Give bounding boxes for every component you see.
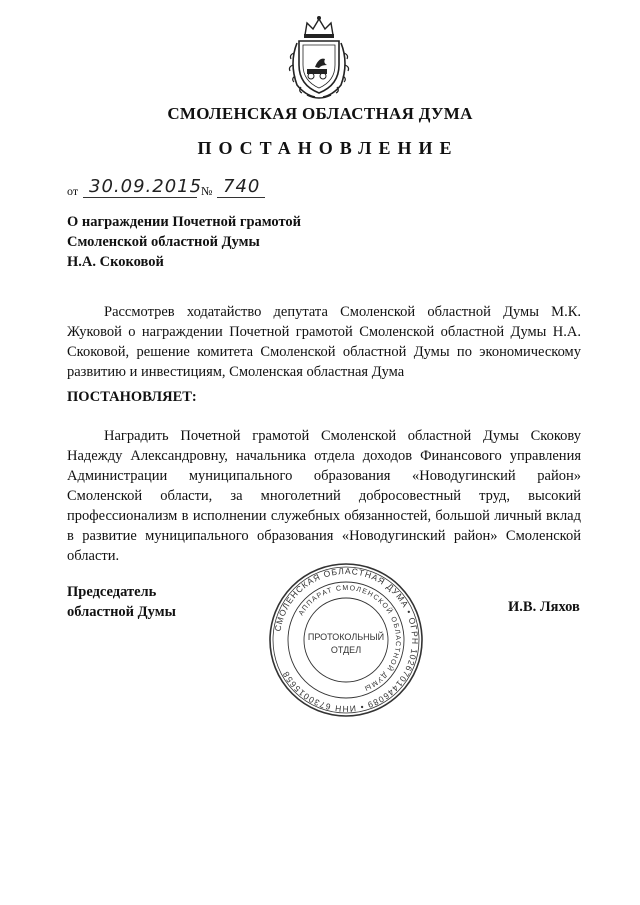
resolves-heading: ПОСТАНОВЛЯЕТ: [67, 389, 197, 405]
subject-line: Н.А. Скоковой [67, 254, 164, 270]
preamble-paragraph: Рассмотрев ходатайство депутата Смоленской областной Думы М.К. Жуковой о награждении Почетной грамотой Смоленской областной Думы Н.А. Скоковой, решение комитета Смоленской областной Думы по экономическому развитию и инвестициям, Смоленская областная Дума [67, 304, 581, 380]
coat-of-arms-emblem [285, 13, 353, 101]
resolution-paragraph: Наградить Почетной грамотой Смоленской областной Думы Скокову Надежду Александровну, начальника отдела доходов Финансового управления Администрации муниципального образования «Новодугинский район» Смоленской области, за многолетний добросовестный труд, высокий профессионализм в исполнении служебных обязанностей, большой личный вклад в развитие муниципального образования «Новодугинский район» Смоленской области. [67, 428, 581, 564]
stamp-center-line: ОТДЕЛ [330, 645, 362, 655]
stamp-center-line: ПРОТОКОЛЬНЫЙ [307, 632, 385, 642]
stamp-inner-text: АППАРАТ СМОЛЕНСКОЙ ОБЛАСТНОЙ ДУМЫ [297, 584, 402, 692]
official-round-stamp [266, 560, 426, 720]
number-label: № [201, 184, 213, 198]
document-type: ПОСТАНОВЛЕНИЕ [197, 138, 459, 158]
organization-title: СМОЛЕНСКАЯ ОБЛАСТНАЯ ДУМА [167, 104, 473, 123]
subject-line: О награждении Почетной грамотой [67, 214, 302, 230]
date-underline [83, 197, 197, 198]
signatory-title-line: Председатель [67, 584, 157, 600]
subject-line: Смоленской областной Думы [67, 234, 260, 250]
signatory-name: И.В. Ляхов [508, 599, 580, 615]
stamp-outer-text: СМОЛЕНСКАЯ ОБЛАСТНАЯ ДУМА • ОГРН 1026701446089 • ИНН 6730015658 [272, 565, 421, 715]
document-subject [67, 212, 301, 272]
date-number-line [67, 176, 367, 200]
number-underline [217, 197, 265, 198]
signatory-title [67, 582, 176, 622]
signatory-title-line: областной Думы [67, 604, 176, 620]
handwritten-date: 30.09.2015 [89, 176, 203, 197]
handwritten-number: 740 [223, 176, 261, 197]
date-from-label: от [67, 184, 79, 198]
